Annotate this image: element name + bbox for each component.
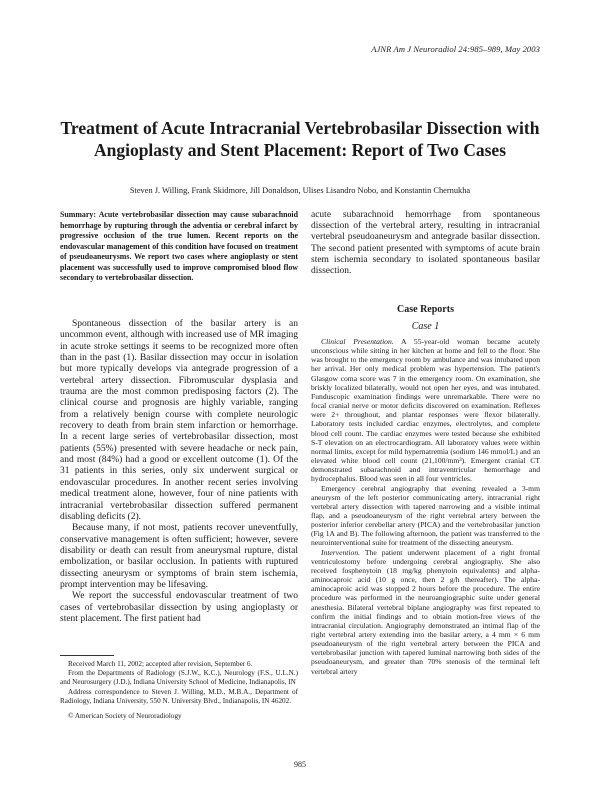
case-paragraph xyxy=(311,484,540,548)
abstract-continuation: acute subarachnoid hemorrhage from spontaneous dissection of the vertebral artery, resulting in intracranial vertebral pseudoaneurysm and antegrade basilar dissection. The second patient presented with symptoms of acute brain stem ischemia secondary to isolated spontaneous basilar dissection. xyxy=(311,210,540,277)
footnote-correspondence: Address correspondence to Steven J. Willing, M.D., M.B.A., Department of Radiology, Indiana University, 550 N. University Blvd., Indianapolis, IN 46202. xyxy=(60,687,298,705)
copyright-notice: © American Society of Neuroradiology xyxy=(68,712,182,721)
article-title: Treatment of Acute Intracranial Vertebrobasilar Dissection with Angioplasty and Stent Placement: Report of Two Cases xyxy=(60,118,540,160)
footnote-divider xyxy=(60,655,114,656)
paragraph-text: A 55-year-old woman became acutely unconscious while sitting in her kitchen at home and fell to the floor. She was brought to the emergency room by ambulance and was intubated upon her arrival. Her only medical problem was hypertension. The patient's Glasgow coma score was 7 in the emergency room. On examination, she briskly localized bilaterally, would not open her eyes, and was intubated. Funduscopic examination findings were unremarkable. There were no focal cranial nerve or motor deficits discovered on examination. Reflexes were 2+ throughout, and plantar responses were flexor bilaterally. Laboratory tests included cardiac enzymes, electrolytes, and complete blood cell count. The cardiac enzymes were tested because she exhibited S-T elevation on an electrocardiogram. All laboratory values were within normal limits, except for mild hypernatremia (sodium 146 mmol/L) and an elevated white blood cell count (21,100/mm³). Emergent cranial CT demonstrated subarachnoid and intraventricular hemorrhage and hydrocephalus. Blood was seen in all four ventricles. xyxy=(311,337,540,484)
author-list: Steven J. Willing, Frank Skidmore, Jill Donaldson, Ulises Lisandro Nobo, and Konstantin Chernukha xyxy=(129,186,471,195)
footnotes xyxy=(60,660,298,721)
case-paragraph xyxy=(311,337,540,484)
journal-citation: AJNR Am J Neuroradiol 24:985–989, May 2003 xyxy=(371,44,540,54)
page-number: 985 xyxy=(294,760,306,769)
paragraph-text: The patient underwent placement of a right frontal ventriculostomy before undergoing cerebral angiography. She also received fosphenytoin (18 mg/kg phenytoin equivalents) and alpha-aminocaproic acid (10 g once, then 2 g/h thereafter). The alpha-aminocaproic acid was stopped 2 hours before the procedure. The entire procedure was performed in the neuroangiographic suite under general anesthesia. Bilateral vertebral biplane angiography was first repeated to confirm the initial findings and to obtain motion-free views of the intracranial circulation. Angiography demonstrated an intimal flap of the right vertebral artery extending into the basilar artery, a 4 mm × 6 mm pseudoaneurysm of the right vertebral artery between the PICA and vertebrobasilar junction with tapered luminal narrowing both sides of the pseudoaneurysm, and greater than 70% stenosis of the terminal left vertebral artery xyxy=(311,547,540,676)
case-heading: Case 1 xyxy=(411,321,440,332)
abstract-label: Summary: xyxy=(60,210,96,219)
paragraph-lead: Intervention. xyxy=(321,547,361,557)
abstract-text: Acute vertebrobasilar dissection may cause subarachnoid hemorrhage by rupturing through the adventia or cerebral infarct by progressive occlusion of the true lumen. Recent reports on the endovascular management of this condition have focused on treatment of pseudoaneurysms. We report two cases where angioplasty or stent placement was successfully used to improve compromised blood flow secondary to vertebrobasilar dissection. xyxy=(60,210,298,282)
case-body xyxy=(311,337,540,676)
case-paragraph xyxy=(311,548,540,676)
paragraph-text: Emergency cerebral angiography that evening revealed a 3-mm aneurysm of the left posterior communicating artery, intracranial right vertebral artery dissection with tapered narrowing and a visible intimal flap, and a pseudoaneurysm of the right vertebral artery between the posterior inferior cerebellar artery (PICA) and the vertebrobasilar junction (Fig 1A and B). The following afternoon, the patient was transferred to the neurointerventional suite for treatment of the dissecting aneurysm. xyxy=(311,483,540,548)
introduction xyxy=(60,319,298,625)
intro-paragraph: Because many, if not most, patients recover uneventfully, conservative management is often sufficient; however, severe disability or death can result from aneurysmal rupture, distal embolization, or basilar occlusion. In patients with ruptured dissecting aneurysm or symptoms of brain stem ischemia, prompt intervention may be lifesaving. xyxy=(60,523,298,590)
section-heading: Case Reports xyxy=(397,304,454,315)
intro-paragraph: We report the successful endovascular treatment of two cases of vertebrobasilar dissection by using angioplasty or stent placement. The first patient had xyxy=(60,591,298,624)
footnote-received: Received March 11, 2002; accepted after revision, September 6. xyxy=(68,660,253,668)
abstract xyxy=(60,210,298,284)
paragraph-lead: Clinical Presentation. xyxy=(321,337,394,346)
intro-paragraph: Spontaneous dissection of the basilar artery is an uncommon event, although with increased use of MR imaging in acute stroke settings it seems to be recognized more often than in the past (1). Basilar dissection may occur in isolation but more typically develops via antegrade progression of a vertebral artery dissection. Fibromuscular dysplasia and trauma are the most common predisposing factors (2). The clinical course and prognosis are highly variable, ranging from a relatively benign course with complete neurologic recovery to death from brain stem infarction or hemorrhage. In a recent large series of vertebrobasilar dissection, most patients (55%) presented with severe headache or neck pain, and most (84%) had a good or excellent outcome (1). Of the 31 patients in this series, only six underwent surgical or endovascular procedures. In another recent series involving medical treatment alone, however, four of nine patients with intracranial vertebrobasilar dissection suffered permanent disabling deficits (2). xyxy=(60,319,298,522)
footnote-affiliations: From the Departments of Radiology (S.J.W., K.C.), Neurology (F.S., U.L.N.) and Neurosurgery (J.D.), Indiana University School of Medicine, Indianapolis, IN xyxy=(60,669,298,687)
